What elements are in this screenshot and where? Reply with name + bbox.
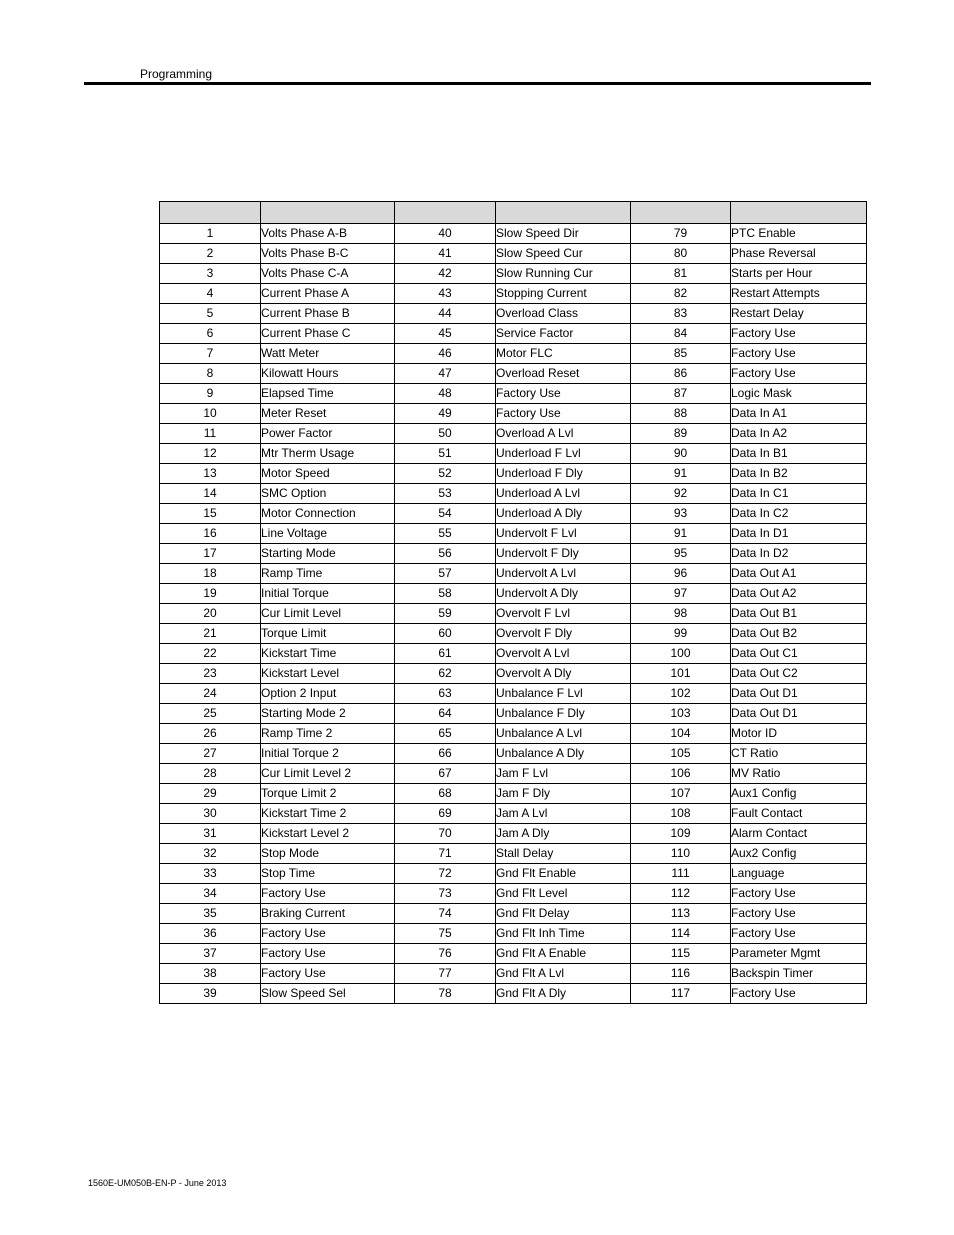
param-number-cell: 110 xyxy=(631,844,731,864)
param-name-cell: Initial Torque xyxy=(261,584,395,604)
table-row xyxy=(160,364,867,384)
param-name-cell: Overload Class xyxy=(496,304,631,324)
table-row xyxy=(160,464,867,484)
param-number-cell: 107 xyxy=(631,784,731,804)
param-name-cell: Data In D1 xyxy=(731,524,867,544)
param-name-cell: Factory Use xyxy=(731,904,867,924)
table-row xyxy=(160,984,867,1004)
param-number-cell: 98 xyxy=(631,604,731,624)
param-name-cell: Data Out D1 xyxy=(731,704,867,724)
param-number-cell: 23 xyxy=(160,664,261,684)
param-name-cell: Current Phase C xyxy=(261,324,395,344)
param-number-cell: 92 xyxy=(631,484,731,504)
param-number-cell: 65 xyxy=(395,724,496,744)
param-name-cell: Factory Use xyxy=(261,944,395,964)
param-name-cell: Logic Mask xyxy=(731,384,867,404)
param-number-cell: 67 xyxy=(395,764,496,784)
param-name-cell: Underload A Lvl xyxy=(496,484,631,504)
param-name-cell: Stall Delay xyxy=(496,844,631,864)
param-number-cell: 2 xyxy=(160,244,261,264)
table-row xyxy=(160,224,867,244)
param-name-cell: Line Voltage xyxy=(261,524,395,544)
param-name-cell: Ramp Time xyxy=(261,564,395,584)
param-number-cell: 100 xyxy=(631,644,731,664)
param-name-cell: Overvolt A Lvl xyxy=(496,644,631,664)
param-number-cell: 109 xyxy=(631,824,731,844)
param-name-cell: Undervolt A Lvl xyxy=(496,564,631,584)
param-name-cell: Gnd Flt A Lvl xyxy=(496,964,631,984)
param-number-cell: 69 xyxy=(395,804,496,824)
param-name-cell: Gnd Flt Enable xyxy=(496,864,631,884)
param-number-cell: 106 xyxy=(631,764,731,784)
table-row xyxy=(160,784,867,804)
param-name-cell: Initial Torque 2 xyxy=(261,744,395,764)
param-number-cell: 54 xyxy=(395,504,496,524)
param-number-cell: 12 xyxy=(160,444,261,464)
param-number-cell: 13 xyxy=(160,464,261,484)
param-number-cell: 105 xyxy=(631,744,731,764)
param-number-cell: 75 xyxy=(395,924,496,944)
param-name-cell: Starts per Hour xyxy=(731,264,867,284)
param-number-cell: 95 xyxy=(631,544,731,564)
param-name-cell: Data Out C1 xyxy=(731,644,867,664)
param-name-cell: Torque Limit xyxy=(261,624,395,644)
table-row xyxy=(160,904,867,924)
param-number-cell: 52 xyxy=(395,464,496,484)
param-number-cell: 16 xyxy=(160,524,261,544)
param-number-cell: 87 xyxy=(631,384,731,404)
param-number-cell: 34 xyxy=(160,884,261,904)
param-name-cell: Braking Current xyxy=(261,904,395,924)
param-number-cell: 43 xyxy=(395,284,496,304)
param-number-cell: 28 xyxy=(160,764,261,784)
param-number-cell: 82 xyxy=(631,284,731,304)
header-cell-name-2 xyxy=(496,202,631,224)
table-body xyxy=(160,224,867,1004)
param-number-cell: 56 xyxy=(395,544,496,564)
header-rule xyxy=(84,82,871,85)
param-name-cell: Restart Delay xyxy=(731,304,867,324)
param-number-cell: 108 xyxy=(631,804,731,824)
param-number-cell: 44 xyxy=(395,304,496,324)
param-number-cell: 21 xyxy=(160,624,261,644)
param-name-cell: Elapsed Time xyxy=(261,384,395,404)
param-number-cell: 61 xyxy=(395,644,496,664)
table-row xyxy=(160,924,867,944)
param-number-cell: 59 xyxy=(395,604,496,624)
header-cell-number-2 xyxy=(395,202,496,224)
param-number-cell: 37 xyxy=(160,944,261,964)
param-name-cell: Gnd Flt Level xyxy=(496,884,631,904)
table-row xyxy=(160,544,867,564)
param-name-cell: Fault Contact xyxy=(731,804,867,824)
param-number-cell: 7 xyxy=(160,344,261,364)
param-name-cell: Alarm Contact xyxy=(731,824,867,844)
param-name-cell: Volts Phase C-A xyxy=(261,264,395,284)
param-name-cell: Data Out B1 xyxy=(731,604,867,624)
param-number-cell: 53 xyxy=(395,484,496,504)
param-number-cell: 78 xyxy=(395,984,496,1004)
param-name-cell: Factory Use xyxy=(731,324,867,344)
param-name-cell: Gnd Flt A Enable xyxy=(496,944,631,964)
table-row xyxy=(160,244,867,264)
param-number-cell: 76 xyxy=(395,944,496,964)
param-name-cell: SMC Option xyxy=(261,484,395,504)
param-number-cell: 14 xyxy=(160,484,261,504)
param-name-cell: Factory Use xyxy=(731,924,867,944)
param-number-cell: 91 xyxy=(631,464,731,484)
table-row xyxy=(160,444,867,464)
param-number-cell: 3 xyxy=(160,264,261,284)
param-name-cell: Starting Mode 2 xyxy=(261,704,395,724)
param-number-cell: 19 xyxy=(160,584,261,604)
param-number-cell: 86 xyxy=(631,364,731,384)
param-number-cell: 102 xyxy=(631,684,731,704)
table-row xyxy=(160,604,867,624)
table-row xyxy=(160,404,867,424)
table-row xyxy=(160,324,867,344)
param-name-cell: Unbalance A Lvl xyxy=(496,724,631,744)
param-number-cell: 72 xyxy=(395,864,496,884)
param-name-cell: MV Ratio xyxy=(731,764,867,784)
param-number-cell: 117 xyxy=(631,984,731,1004)
param-number-cell: 46 xyxy=(395,344,496,364)
param-name-cell: Jam F Lvl xyxy=(496,764,631,784)
param-number-cell: 40 xyxy=(395,224,496,244)
table-header-row xyxy=(160,202,867,224)
header-cell-name-1 xyxy=(261,202,395,224)
param-name-cell: Motor FLC xyxy=(496,344,631,364)
table-row xyxy=(160,624,867,644)
param-name-cell: Kickstart Level 2 xyxy=(261,824,395,844)
param-number-cell: 63 xyxy=(395,684,496,704)
param-name-cell: Kickstart Level xyxy=(261,664,395,684)
param-number-cell: 64 xyxy=(395,704,496,724)
param-number-cell: 11 xyxy=(160,424,261,444)
table-row xyxy=(160,384,867,404)
param-name-cell: Aux2 Config xyxy=(731,844,867,864)
param-name-cell: Factory Use xyxy=(496,384,631,404)
param-name-cell: Torque Limit 2 xyxy=(261,784,395,804)
param-name-cell: Data In C2 xyxy=(731,504,867,524)
param-number-cell: 39 xyxy=(160,984,261,1004)
param-number-cell: 73 xyxy=(395,884,496,904)
param-number-cell: 45 xyxy=(395,324,496,344)
footer-publication: 1560E-UM050B-EN-P - June 2013 xyxy=(88,1178,227,1188)
table-row xyxy=(160,764,867,784)
param-number-cell: 8 xyxy=(160,364,261,384)
table-row xyxy=(160,804,867,824)
param-number-cell: 57 xyxy=(395,564,496,584)
param-name-cell: Factory Use xyxy=(731,344,867,364)
param-number-cell: 85 xyxy=(631,344,731,364)
param-name-cell: Data Out C2 xyxy=(731,664,867,684)
param-name-cell: Overvolt F Dly xyxy=(496,624,631,644)
param-name-cell: Overvolt A Dly xyxy=(496,664,631,684)
param-number-cell: 74 xyxy=(395,904,496,924)
param-number-cell: 26 xyxy=(160,724,261,744)
param-name-cell: Jam A Lvl xyxy=(496,804,631,824)
param-name-cell: Factory Use xyxy=(261,924,395,944)
param-name-cell: Factory Use xyxy=(261,884,395,904)
param-number-cell: 58 xyxy=(395,584,496,604)
param-number-cell: 38 xyxy=(160,964,261,984)
param-number-cell: 96 xyxy=(631,564,731,584)
param-number-cell: 68 xyxy=(395,784,496,804)
header-cell-number-3 xyxy=(631,202,731,224)
param-number-cell: 42 xyxy=(395,264,496,284)
param-name-cell: Jam A Dly xyxy=(496,824,631,844)
param-name-cell: Undervolt A Dly xyxy=(496,584,631,604)
param-number-cell: 5 xyxy=(160,304,261,324)
param-name-cell: Kilowatt Hours xyxy=(261,364,395,384)
param-number-cell: 113 xyxy=(631,904,731,924)
param-number-cell: 32 xyxy=(160,844,261,864)
param-number-cell: 22 xyxy=(160,644,261,664)
param-name-cell: Starting Mode xyxy=(261,544,395,564)
table-row xyxy=(160,564,867,584)
param-name-cell: Jam F Dly xyxy=(496,784,631,804)
param-number-cell: 111 xyxy=(631,864,731,884)
param-name-cell: Data In A2 xyxy=(731,424,867,444)
param-name-cell: Gnd Flt A Dly xyxy=(496,984,631,1004)
table-row xyxy=(160,684,867,704)
param-number-cell: 101 xyxy=(631,664,731,684)
param-name-cell: Meter Reset xyxy=(261,404,395,424)
param-number-cell: 81 xyxy=(631,264,731,284)
param-name-cell: Factory Use xyxy=(261,964,395,984)
param-number-cell: 30 xyxy=(160,804,261,824)
param-number-cell: 115 xyxy=(631,944,731,964)
param-name-cell: CT Ratio xyxy=(731,744,867,764)
param-number-cell: 29 xyxy=(160,784,261,804)
param-name-cell: Stop Mode xyxy=(261,844,395,864)
param-name-cell: Stop Time xyxy=(261,864,395,884)
param-number-cell: 112 xyxy=(631,884,731,904)
table-row xyxy=(160,664,867,684)
param-name-cell: Ramp Time 2 xyxy=(261,724,395,744)
param-name-cell: Aux1 Config xyxy=(731,784,867,804)
param-number-cell: 93 xyxy=(631,504,731,524)
table-row xyxy=(160,964,867,984)
param-name-cell: Cur Limit Level xyxy=(261,604,395,624)
param-name-cell: Motor Connection xyxy=(261,504,395,524)
param-name-cell: Data Out D1 xyxy=(731,684,867,704)
running-header: Programming xyxy=(140,67,213,81)
param-name-cell: Parameter Mgmt xyxy=(731,944,867,964)
param-name-cell: Cur Limit Level 2 xyxy=(261,764,395,784)
param-name-cell: Gnd Flt Inh Time xyxy=(496,924,631,944)
param-name-cell: Mtr Therm Usage xyxy=(261,444,395,464)
table-row xyxy=(160,524,867,544)
param-name-cell: Data In A1 xyxy=(731,404,867,424)
param-number-cell: 50 xyxy=(395,424,496,444)
param-name-cell: Undervolt F Dly xyxy=(496,544,631,564)
param-number-cell: 104 xyxy=(631,724,731,744)
param-name-cell: Factory Use xyxy=(731,884,867,904)
param-name-cell: Kickstart Time xyxy=(261,644,395,664)
param-name-cell: Current Phase B xyxy=(261,304,395,324)
param-number-cell: 62 xyxy=(395,664,496,684)
table-row xyxy=(160,264,867,284)
param-number-cell: 10 xyxy=(160,404,261,424)
param-name-cell: Power Factor xyxy=(261,424,395,444)
param-name-cell: Data In D2 xyxy=(731,544,867,564)
param-name-cell: Slow Speed Dir xyxy=(496,224,631,244)
table-row xyxy=(160,484,867,504)
table-row xyxy=(160,504,867,524)
param-number-cell: 80 xyxy=(631,244,731,264)
table-row xyxy=(160,424,867,444)
param-number-cell: 27 xyxy=(160,744,261,764)
param-name-cell: Unbalance F Lvl xyxy=(496,684,631,704)
param-name-cell: Kickstart Time 2 xyxy=(261,804,395,824)
param-number-cell: 103 xyxy=(631,704,731,724)
param-number-cell: 33 xyxy=(160,864,261,884)
param-number-cell: 66 xyxy=(395,744,496,764)
param-number-cell: 24 xyxy=(160,684,261,704)
param-number-cell: 84 xyxy=(631,324,731,344)
table-row xyxy=(160,724,867,744)
param-name-cell: Backspin Timer xyxy=(731,964,867,984)
param-name-cell: Restart Attempts xyxy=(731,284,867,304)
param-number-cell: 91 xyxy=(631,524,731,544)
param-number-cell: 51 xyxy=(395,444,496,464)
param-number-cell: 15 xyxy=(160,504,261,524)
param-number-cell: 9 xyxy=(160,384,261,404)
param-name-cell: Underload F Dly xyxy=(496,464,631,484)
table-row xyxy=(160,344,867,364)
param-number-cell: 1 xyxy=(160,224,261,244)
param-number-cell: 116 xyxy=(631,964,731,984)
param-name-cell: Data Out A2 xyxy=(731,584,867,604)
param-number-cell: 49 xyxy=(395,404,496,424)
param-number-cell: 48 xyxy=(395,384,496,404)
param-name-cell: PTC Enable xyxy=(731,224,867,244)
table-row xyxy=(160,304,867,324)
param-name-cell: Unbalance F Dly xyxy=(496,704,631,724)
param-name-cell: Slow Running Cur xyxy=(496,264,631,284)
param-name-cell: Slow Speed Cur xyxy=(496,244,631,264)
header-cell-number-1 xyxy=(160,202,261,224)
param-number-cell: 70 xyxy=(395,824,496,844)
param-number-cell: 35 xyxy=(160,904,261,924)
param-number-cell: 55 xyxy=(395,524,496,544)
param-number-cell: 90 xyxy=(631,444,731,464)
table-row xyxy=(160,704,867,724)
param-number-cell: 18 xyxy=(160,564,261,584)
table-row xyxy=(160,824,867,844)
parameter-table xyxy=(159,201,867,1004)
param-name-cell: Data Out B2 xyxy=(731,624,867,644)
param-number-cell: 71 xyxy=(395,844,496,864)
param-name-cell: Data In B1 xyxy=(731,444,867,464)
param-name-cell: Undervolt F Lvl xyxy=(496,524,631,544)
param-name-cell: Motor ID xyxy=(731,724,867,744)
param-name-cell: Data In C1 xyxy=(731,484,867,504)
param-name-cell: Underload F Lvl xyxy=(496,444,631,464)
param-name-cell: Motor Speed xyxy=(261,464,395,484)
param-number-cell: 17 xyxy=(160,544,261,564)
param-name-cell: Data Out A1 xyxy=(731,564,867,584)
param-number-cell: 6 xyxy=(160,324,261,344)
param-name-cell: Language xyxy=(731,864,867,884)
param-number-cell: 114 xyxy=(631,924,731,944)
param-name-cell: Factory Use xyxy=(731,984,867,1004)
param-number-cell: 36 xyxy=(160,924,261,944)
param-number-cell: 89 xyxy=(631,424,731,444)
param-name-cell: Volts Phase B-C xyxy=(261,244,395,264)
param-number-cell: 25 xyxy=(160,704,261,724)
table-row xyxy=(160,584,867,604)
param-name-cell: Factory Use xyxy=(731,364,867,384)
param-number-cell: 47 xyxy=(395,364,496,384)
param-number-cell: 31 xyxy=(160,824,261,844)
param-name-cell: Slow Speed Sel xyxy=(261,984,395,1004)
param-number-cell: 41 xyxy=(395,244,496,264)
table-row xyxy=(160,284,867,304)
param-name-cell: Option 2 Input xyxy=(261,684,395,704)
param-number-cell: 77 xyxy=(395,964,496,984)
param-number-cell: 4 xyxy=(160,284,261,304)
table-row xyxy=(160,744,867,764)
param-name-cell: Underload A Dly xyxy=(496,504,631,524)
param-name-cell: Overload A Lvl xyxy=(496,424,631,444)
param-name-cell: Volts Phase A-B xyxy=(261,224,395,244)
param-number-cell: 79 xyxy=(631,224,731,244)
param-name-cell: Watt Meter xyxy=(261,344,395,364)
param-name-cell: Current Phase A xyxy=(261,284,395,304)
param-name-cell: Stopping Current xyxy=(496,284,631,304)
param-name-cell: Phase Reversal xyxy=(731,244,867,264)
param-number-cell: 97 xyxy=(631,584,731,604)
param-number-cell: 60 xyxy=(395,624,496,644)
param-name-cell: Data In B2 xyxy=(731,464,867,484)
param-name-cell: Gnd Flt Delay xyxy=(496,904,631,924)
table-row xyxy=(160,844,867,864)
table-row xyxy=(160,644,867,664)
param-number-cell: 99 xyxy=(631,624,731,644)
param-number-cell: 20 xyxy=(160,604,261,624)
param-name-cell: Overvolt F Lvl xyxy=(496,604,631,624)
param-name-cell: Unbalance A Dly xyxy=(496,744,631,764)
param-number-cell: 83 xyxy=(631,304,731,324)
table-row xyxy=(160,864,867,884)
param-name-cell: Service Factor xyxy=(496,324,631,344)
param-name-cell: Overload Reset xyxy=(496,364,631,384)
table-row xyxy=(160,884,867,904)
header-cell-name-3 xyxy=(731,202,867,224)
table-row xyxy=(160,944,867,964)
param-name-cell: Factory Use xyxy=(496,404,631,424)
param-number-cell: 88 xyxy=(631,404,731,424)
